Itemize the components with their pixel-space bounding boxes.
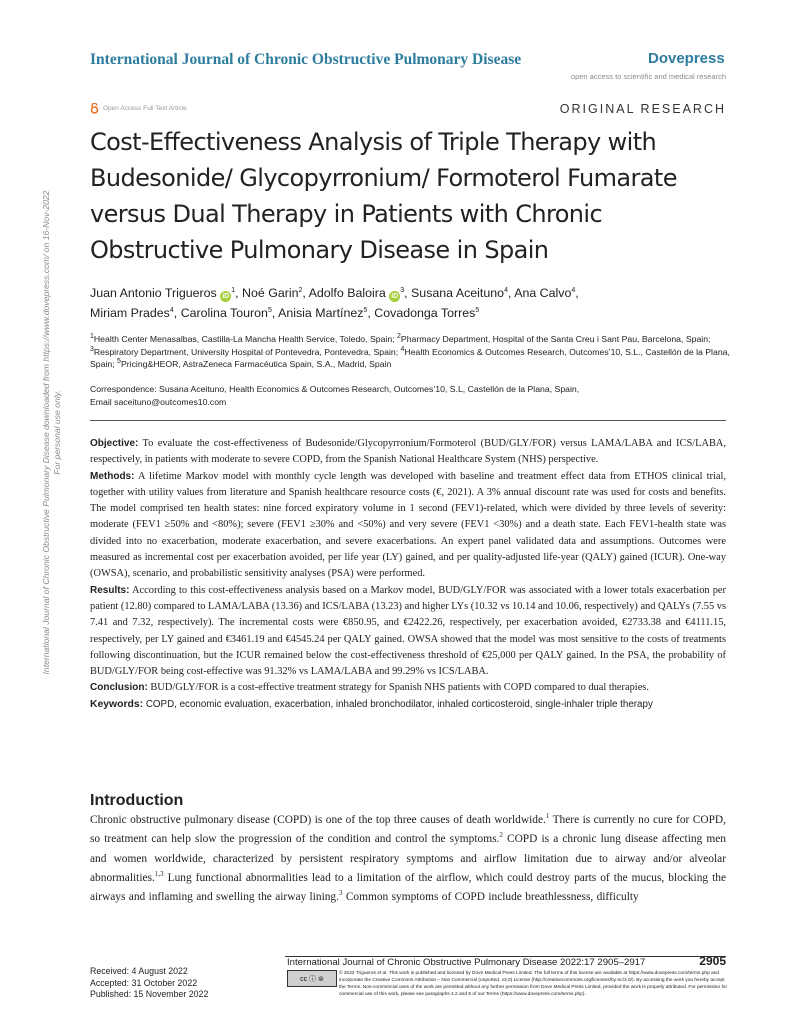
author-separator: , xyxy=(507,286,512,300)
author-name[interactable]: Anisia Martínez xyxy=(278,306,364,320)
citation-ref[interactable]: 3 xyxy=(338,889,343,898)
author-affiliation-ref: 1 xyxy=(231,286,236,294)
author-affiliation-ref: 5 xyxy=(267,306,272,314)
affiliation-text: Health Economics & Outcomes Research, Outcomes’10, S.L., Castellón de la Plana, Spain; xyxy=(90,346,730,370)
conclusion-label: Conclusion: xyxy=(90,682,148,694)
affiliation-text: Respiratory Department, University Hospital of Pontevedra, Pontevedra, Spain; xyxy=(93,346,401,357)
publication-dates xyxy=(90,966,208,1001)
author-affiliation-ref: 4 xyxy=(169,306,174,314)
author-separator: , xyxy=(271,306,276,320)
watermark-line-2: For personal use only. xyxy=(51,390,62,475)
orcid-icon[interactable]: iD xyxy=(391,293,399,300)
affiliations xyxy=(90,333,730,371)
article-title: Cost-Effectiveness Analysis of Triple Therapy with Budesonide/ Glycopyrronium/ Formoterol Fumarate versus Dual Therapy in Patients with Chronic Obstructive Pulmonary Disease in Spain xyxy=(90,128,677,264)
author-separator: , xyxy=(173,306,178,320)
methods-label: Methods: xyxy=(90,470,135,482)
author-name[interactable]: Ana Calvo xyxy=(514,286,572,300)
author-separator: , xyxy=(302,286,306,300)
open-access-badge xyxy=(90,103,187,114)
published-date: Published: 15 November 2022 xyxy=(90,989,209,1000)
creative-commons-badge[interactable]: cc ⓘ ⊜ xyxy=(287,970,337,987)
author-name[interactable]: Susana Aceituno xyxy=(411,286,505,300)
publisher-tagline: open access to scientific and medical research xyxy=(570,72,726,81)
article-type: ORIGINAL RESEARCH xyxy=(559,102,726,116)
author-name[interactable]: Adolfo Baloira xyxy=(308,286,386,300)
abstract xyxy=(90,436,726,713)
page-number: 2905 xyxy=(699,954,726,968)
abstract-methods xyxy=(90,469,726,583)
affiliation-text: Health Center Menasalbas, Castilla-La Mancha Health Service, Toledo, Spain; xyxy=(93,334,398,344)
orcid-icon[interactable]: iD xyxy=(222,293,230,300)
keywords-label: Keywords: xyxy=(90,698,144,710)
abstract-objective xyxy=(90,436,726,469)
objective-text: To evaluate the cost-effectiveness of Budesonide/Glycopyrronium/Formoterol (BUD/GLY/FOR) versus LAMA/LABA and ICS/LABA, respectively, in patients with moderate to severe COPD, from the Spanish National Healthcare System (NHS) perspective. xyxy=(90,438,726,466)
accepted-date: Accepted: 31 October 2022 xyxy=(90,977,198,988)
intro-sentence: COPD is a chronic lung disease affecting men and women worldwide, characterized by persistent respiratory symptoms and airflow limitation due to airway and/or alveolar abnormalities. xyxy=(90,833,727,884)
author-separator: , xyxy=(575,286,579,300)
open-access-label: Open Access Full Text Article xyxy=(103,105,187,112)
affiliation-number: 3 xyxy=(90,345,94,353)
author-name[interactable]: Juan Antonio Trigueros xyxy=(90,286,217,300)
citation-ref[interactable]: 1 xyxy=(545,812,550,821)
section-heading-introduction: Introduction xyxy=(90,792,184,809)
objective-label: Objective: xyxy=(90,438,139,449)
author-name[interactable]: Covadonga Torres xyxy=(374,306,476,320)
citation-ref[interactable]: 2 xyxy=(499,831,503,840)
correspondence-email[interactable]: Email saceituno@outcomes10.com xyxy=(90,396,227,407)
author-name[interactable]: Noé Garin xyxy=(242,286,299,300)
footer-citation: International Journal of Chronic Obstructive Pulmonary Disease 2022:17 2905–2917 xyxy=(287,957,646,968)
download-watermark xyxy=(41,150,62,715)
intro-sentence: Chronic obstructive pulmonary disease (COPD) is one of the top three causes of death worldwide. xyxy=(90,814,546,826)
intro-sentence: Lung functional abnormalities lead to a limitation of the airflow, which could destroy parts of the mucus, blocking the airways and inflaming and swelling the airway lining. xyxy=(90,871,726,904)
methods-text: A lifetime Markov model with monthly cycle length was developed with baseline and treatment effect data from ETHOS clinical trial, together with utility values from literature and Spanish healthcare resource costs (€, 2021). A 3% annual discount rate was used for costs and benefits. The model comprised ten health states: nine forced expiratory volume in 1 second (FEV1)-related, which were divided by three levels of severity: moderate (FEV1 ≥50% and <80%); severe (FEV1 ≥30% and <50%) and very severe (FEV1 <30%) and a death state. Each FEV1-health state was divided into no exacerbation, moderate exacerbation, and severe exacerbations. An expert panel validated data and assumptions. Outcomes were measured as incremental cost per exacerbation avoided, per life year (LY) gained, and per quality-adjusted life-year (QALY) gained (ICUR). One-way (OWSA), scenario, and probabilistic sensitivity analyses (PSA) were performed. xyxy=(90,470,726,580)
introduction-paragraph xyxy=(90,811,726,907)
conclusion-text: BUD/GLY/FOR is a cost-effective treatment strategy for Spanish NHS patients with COPD compared to dual therapies. xyxy=(147,682,649,694)
author-affiliation-ref: 3 xyxy=(400,286,405,294)
abstract-conclusion xyxy=(90,680,726,696)
author-name[interactable]: Carolina Touron xyxy=(180,306,268,320)
open-access-icon xyxy=(90,103,99,114)
correspondence xyxy=(90,383,730,408)
watermark-line-1: International Journal of Chronic Obstructive Pulmonary Disease downloaded from https://www.dovepress.com/ on 16-Nov-2022 xyxy=(41,190,51,675)
introduction-text xyxy=(90,811,726,907)
author-affiliation-ref: 4 xyxy=(504,286,508,294)
citation-ref[interactable]: 1,3 xyxy=(154,870,164,879)
keywords-text: COPD, economic evaluation, exacerbation, inhaled bronchodilator, inhaled corticosteroid, single-inhaler triple therapy xyxy=(143,698,653,710)
journal-title[interactable]: International Journal of Chronic Obstructive Pulmonary Disease xyxy=(90,51,522,68)
author-name[interactable]: Miriam Prades xyxy=(90,306,170,320)
affiliation-text: Pharmacy Department, Hospital of the Santa Creu i Sant Pau, Barcelona, Spain; xyxy=(400,334,711,344)
intro-sentence: There is currently no cure for COPD, so treatment can help slow the progression of the condition and control the symptoms. xyxy=(90,814,726,846)
affiliation-number: 1 xyxy=(90,333,94,341)
author-affiliation-ref: 5 xyxy=(363,306,368,314)
author-affiliation-ref: 4 xyxy=(571,286,576,294)
affiliation-number: 5 xyxy=(117,358,121,366)
author-separator: , xyxy=(404,286,408,300)
author-separator: , xyxy=(367,306,371,320)
abstract-keywords xyxy=(90,697,726,713)
intro-sentence: Common symptoms of COPD include breathlessness, difficulty xyxy=(342,891,639,904)
abstract-results xyxy=(90,583,726,681)
publisher-logo[interactable]: Dovepress xyxy=(648,50,725,67)
received-date: Received: 4 August 2022 xyxy=(90,966,188,976)
author-separator: , xyxy=(235,286,239,300)
author-affiliation-ref: 5 xyxy=(475,306,480,314)
author-list xyxy=(90,283,730,323)
affiliation-number: 2 xyxy=(397,333,401,341)
affiliation-text: Pricing&HEOR, AstraZeneca Farmacéutica Spain, S.A., Madrid, Spain xyxy=(120,359,392,370)
results-label: Results: xyxy=(90,584,130,596)
affiliation-number: 4 xyxy=(400,345,405,353)
license-text: © 2022 Trigueros et al. This work is published and licensed by Dove Medical Press Limited. The full terms of this license are available at https://www.dovepress.com/terms.php and incorporate the Creative Commons Attribution – Non Commercial (unported, v3.0) License (http://creativecommons.org/licenses/by-nc/3.0/). By accessing the work you hereby accept the Terms. Non-commercial uses of the work are permitted without any further permission from Dove Medical Press Limited, provided the work is properly attributed. For permission for commercial use of this work, please see paragraphs 4.2 and 5 of our Terms (https://www.dovepress.com/terms.php). xyxy=(339,971,728,997)
divider xyxy=(90,420,726,421)
author-affiliation-ref: 2 xyxy=(298,286,303,294)
results-text: According to this cost-effectiveness analysis based on a Markov model, BUD/GLY/FOR was associated with a lower totals exacerbation per patient (12.80) compared to LAMA/LABA (13.36) and ICS/LABA (13.23) and higher LYs (10.32 vs 10.14 and 10.06, respectively) and QALYs (7.55 vs 7.41 and 7.32, respectively). The incremental costs were €850.95, and €2422.26, respectively, per exacerbation avoided, €2733.38 and €4111.15, respectively, per LY gained and €3461.19 and €4545.24 per QALY gained. OWSA showed that the model was most sensitive to the costs of treatments following discontinuation, but the ICUR remained below the cost-effectiveness threshold of €25,000 per QALY gained. In the PSA, the probability of BUD/GLY/FOR being cost-effective was 91.32% vs LAMA/LABA and 99.29% vs ICS/LABA. xyxy=(90,584,726,678)
correspondence-line: Correspondence: Susana Aceituno, Health Economics & Outcomes Research, Outcomes’10, S.L, Castellón de la Plana, Spain, xyxy=(90,384,580,394)
